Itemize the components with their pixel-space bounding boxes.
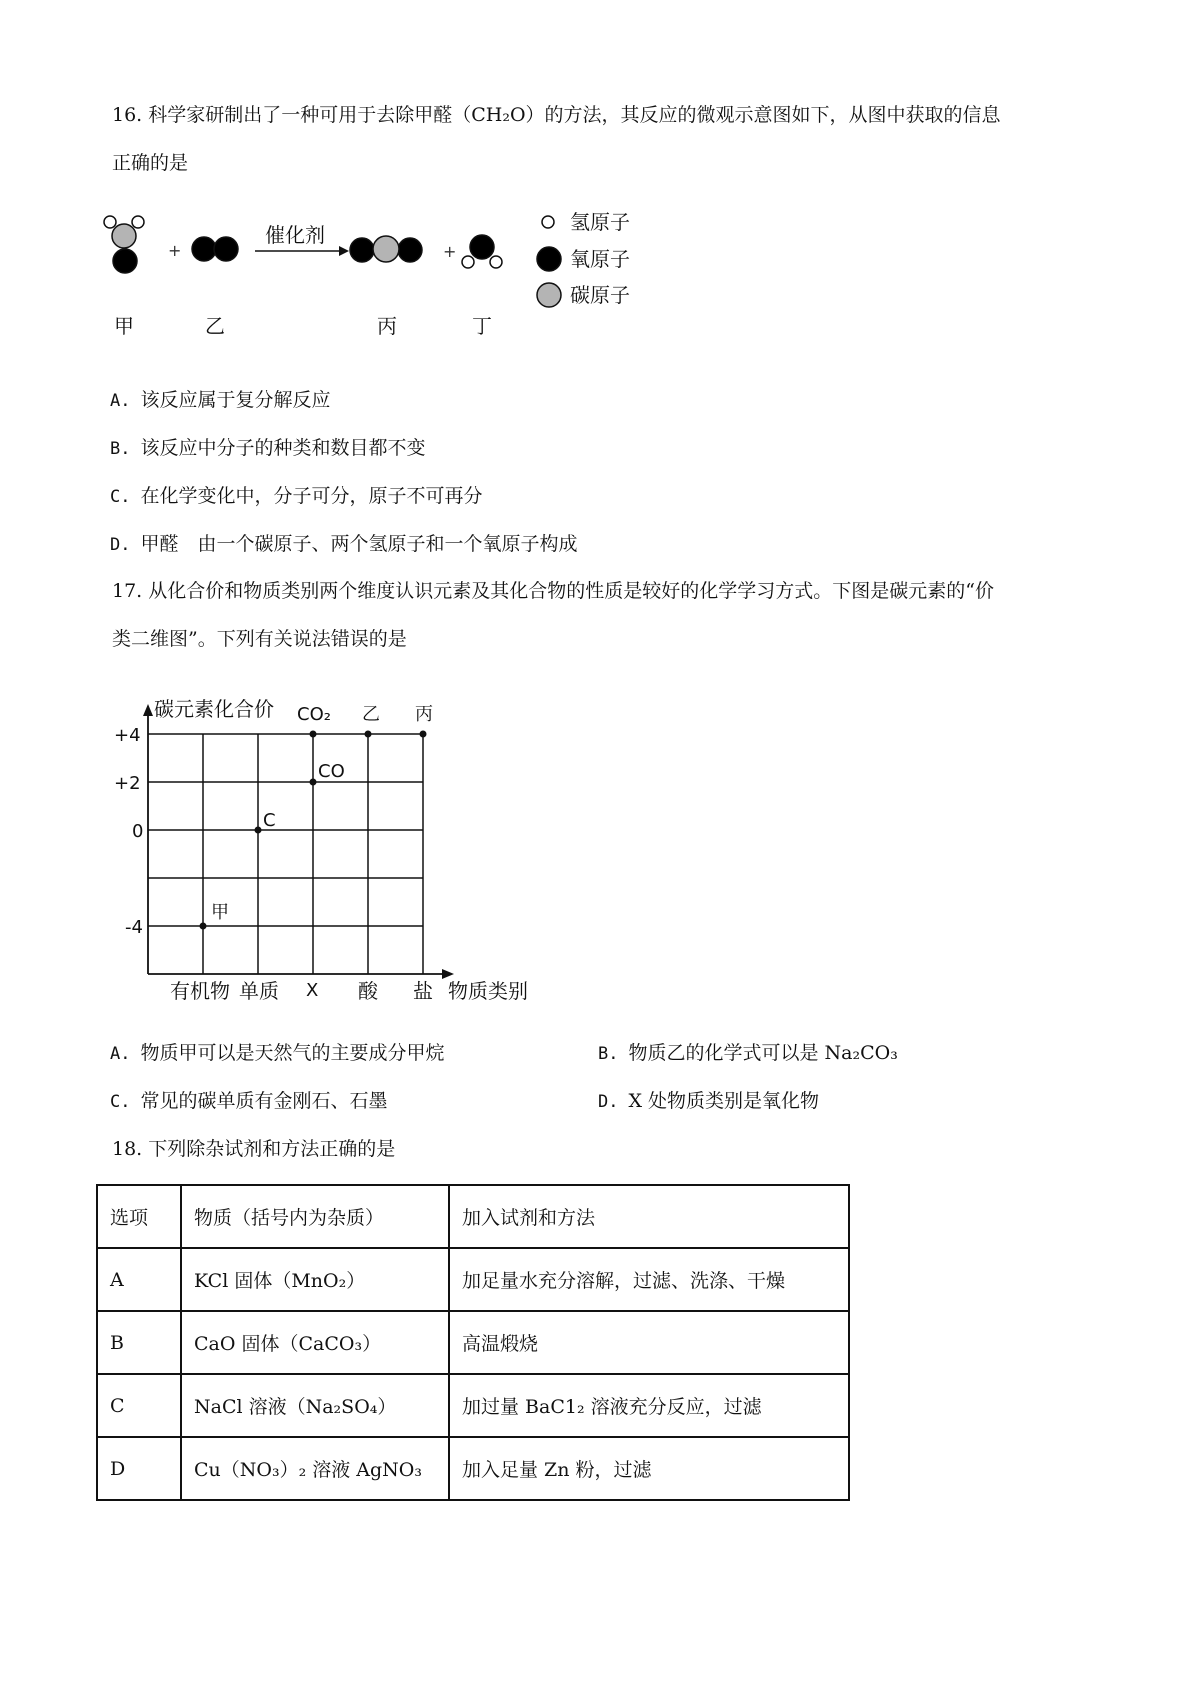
x-axis-arrow bbox=[442, 969, 454, 979]
chart-point bbox=[365, 731, 372, 738]
table-cell: 加过量 BaC1₂ 溶液充分反应，过滤 bbox=[449, 1374, 849, 1437]
table-cell: Cu（NO₃）₂ 溶液 AgNO₃ bbox=[181, 1437, 449, 1500]
table-cell: 加足量水充分溶解，过滤、洗涤、干燥 bbox=[449, 1248, 849, 1311]
molecule-ding bbox=[462, 235, 502, 268]
q17-option-a[interactable] bbox=[110, 1040, 445, 1067]
option-text: X 处物质类别是氧化物 bbox=[628, 1090, 820, 1112]
q16-reaction-diagram bbox=[100, 200, 660, 360]
option-label: A. bbox=[110, 391, 131, 411]
q16-stem-line2: 正确的是 bbox=[112, 152, 189, 174]
molecule-bing bbox=[350, 236, 422, 262]
option-text: 该反应中分子的种类和数目都不变 bbox=[140, 437, 426, 459]
table-cell: D bbox=[97, 1437, 181, 1500]
label-yi: 乙 bbox=[205, 314, 225, 338]
legend-carbon-icon bbox=[537, 283, 561, 307]
q17-stem-line1: 17. 从化合价和物质类别两个维度认识元素及其化合物的性质是较好的化学学习方式。下图是碳元素的“价 bbox=[112, 580, 994, 602]
y-tick-0: 0 bbox=[132, 821, 144, 842]
x-cat-acid: 酸 bbox=[358, 979, 378, 1003]
option-label: C. bbox=[110, 487, 131, 507]
table-cell: KCl 固体（MnO₂） bbox=[181, 1248, 449, 1311]
table-header-cell: 选项 bbox=[97, 1185, 181, 1248]
table-row bbox=[97, 1437, 849, 1500]
table-cell: C bbox=[97, 1374, 181, 1437]
option-label: C. bbox=[110, 1092, 131, 1112]
molecule-yi bbox=[192, 237, 238, 261]
chart-point bbox=[255, 827, 262, 834]
plus-sign-1: + bbox=[168, 241, 182, 260]
table-header-cell: 物质（括号内为杂质） bbox=[181, 1185, 449, 1248]
chart-point bbox=[420, 731, 427, 738]
chart-point-label: 丙 bbox=[415, 704, 433, 725]
table-cell: NaCl 溶液（Na₂SO₄） bbox=[181, 1374, 449, 1437]
table-cell: 高温煅烧 bbox=[449, 1311, 849, 1374]
q17-stem-line2: 类二维图”。下列有关说法错误的是 bbox=[112, 628, 407, 650]
q17-option-b[interactable] bbox=[598, 1040, 898, 1067]
option-text: 物质乙的化学式可以是 Na₂CO₃ bbox=[628, 1042, 898, 1064]
q16-option-a[interactable] bbox=[110, 387, 331, 414]
legend-hydrogen-icon bbox=[542, 216, 554, 228]
q16-option-c[interactable] bbox=[110, 483, 483, 510]
legend-oxygen-icon bbox=[537, 247, 561, 271]
option-text: 甲醛 由一个碳原子、两个氢原子和一个氧原子构成 bbox=[140, 533, 578, 555]
label-jia: 甲 bbox=[114, 314, 134, 338]
q16-option-b[interactable] bbox=[110, 435, 426, 462]
option-text: 常见的碳单质有金刚石、石墨 bbox=[140, 1090, 388, 1112]
option-text: 在化学变化中，分子可分，原子不可再分 bbox=[140, 485, 483, 507]
chart-point-label: 甲 bbox=[211, 902, 229, 923]
chart-grid bbox=[148, 734, 423, 974]
y-axis-label: 碳元素化合价 bbox=[154, 697, 274, 721]
chart-point bbox=[310, 779, 317, 786]
q18-stem: 18. 下列除杂试剂和方法正确的是 bbox=[112, 1138, 396, 1160]
legend-carbon-label: 碳原子 bbox=[570, 283, 630, 307]
chart-point-label: CO₂ bbox=[297, 704, 331, 725]
plus-sign-2: + bbox=[443, 242, 457, 261]
option-label: D. bbox=[598, 1092, 619, 1112]
x-cat-salt: 盐 bbox=[413, 979, 433, 1003]
chart-point bbox=[310, 731, 317, 738]
reaction-arrow-head bbox=[339, 246, 349, 256]
y-tick-plus4: +4 bbox=[114, 725, 141, 746]
catalyst-label: 催化剂 bbox=[265, 223, 325, 247]
legend-hydrogen-label: 氢原子 bbox=[570, 210, 630, 234]
chart-point bbox=[200, 923, 207, 930]
table-cell: CaO 固体（CaCO₃） bbox=[181, 1311, 449, 1374]
option-text: 物质甲可以是天然气的主要成分甲烷 bbox=[140, 1042, 445, 1064]
q16-stem-line1: 16. 科学家研制出了一种可用于去除甲醛（CH₂O）的方法，其反应的微观示意图如下，从图中获取的信息 bbox=[112, 104, 1001, 126]
q17-option-d[interactable] bbox=[598, 1088, 819, 1115]
x-cat-organic: 有机物 bbox=[170, 979, 230, 1003]
x-cat-element: 单质 bbox=[239, 979, 279, 1003]
table-header-cell: 加入试剂和方法 bbox=[449, 1185, 849, 1248]
table-row bbox=[97, 1374, 849, 1437]
chart-point-label: CO bbox=[318, 761, 345, 782]
x-cat-x: X bbox=[306, 980, 319, 1001]
q17-option-c[interactable] bbox=[110, 1088, 388, 1115]
label-bing: 丙 bbox=[377, 314, 397, 338]
y-tick-minus4: -4 bbox=[125, 917, 143, 938]
option-label: D. bbox=[110, 535, 131, 555]
table-row bbox=[97, 1311, 849, 1374]
molecule-jia bbox=[104, 216, 144, 273]
table-cell: 加入足量 Zn 粉，过滤 bbox=[449, 1437, 849, 1500]
legend bbox=[537, 216, 561, 307]
option-text: 该反应属于复分解反应 bbox=[140, 389, 331, 411]
table-cell: B bbox=[97, 1311, 181, 1374]
table-cell: A bbox=[97, 1248, 181, 1311]
chart-points bbox=[200, 704, 434, 930]
q16-option-d[interactable] bbox=[110, 531, 578, 558]
option-label: A. bbox=[110, 1044, 131, 1064]
chart-point-label: C bbox=[263, 810, 276, 831]
table-header-row bbox=[97, 1185, 849, 1248]
table-row bbox=[97, 1248, 849, 1311]
x-axis-label: 物质类别 bbox=[448, 979, 528, 1003]
legend-oxygen-label: 氧原子 bbox=[570, 247, 630, 271]
label-ding: 丁 bbox=[472, 314, 492, 338]
q17-valence-chart bbox=[100, 690, 560, 1010]
y-tick-plus2: +2 bbox=[114, 773, 141, 794]
option-label: B. bbox=[598, 1044, 619, 1064]
impurity-removal-table bbox=[96, 1184, 850, 1501]
y-axis-arrow bbox=[143, 704, 153, 716]
chart-point-label: 乙 bbox=[362, 704, 380, 725]
option-label: B. bbox=[110, 439, 131, 459]
